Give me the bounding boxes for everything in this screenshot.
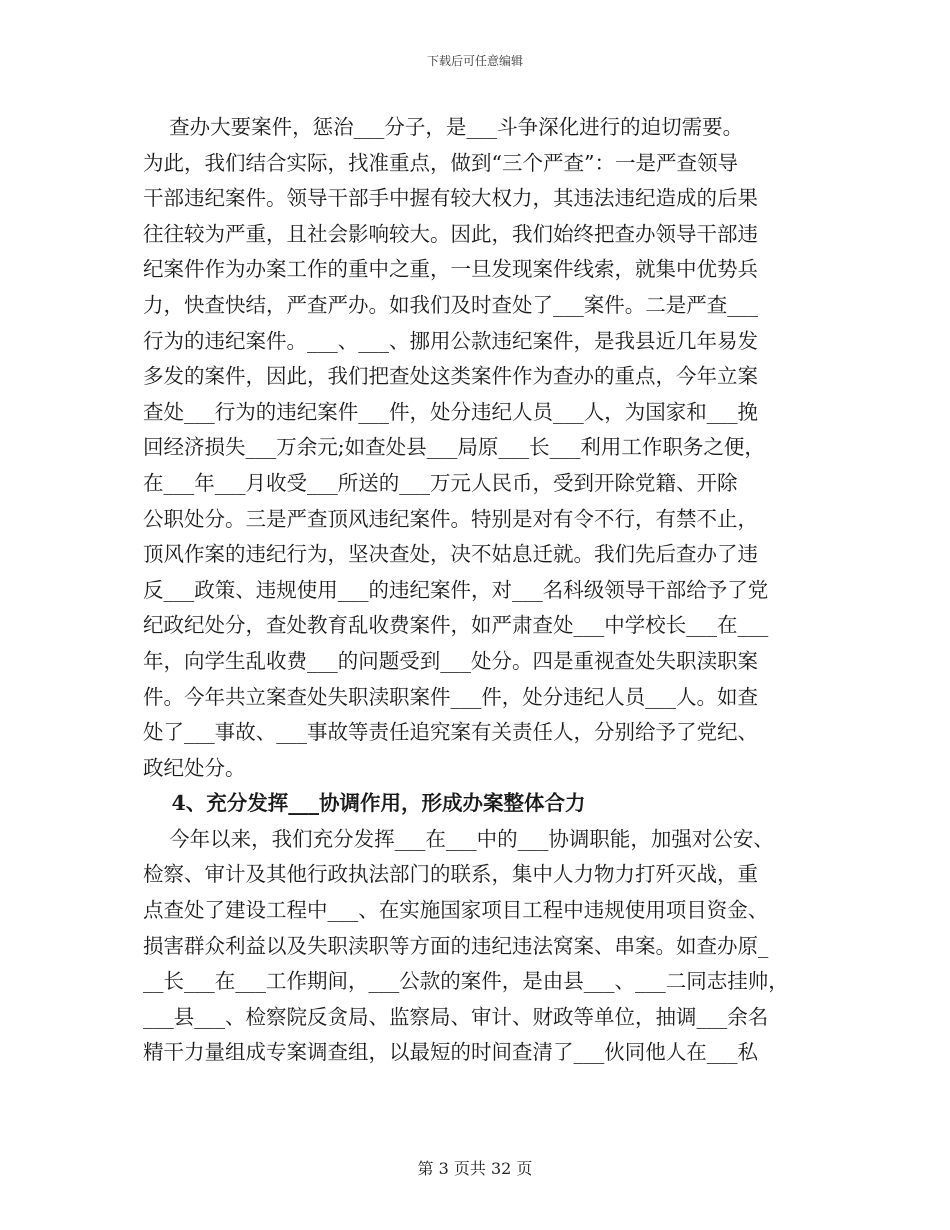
text-line: 查处___行为的违纪案件___件，处分违纪人员___人，为国家和___挽 [143, 399, 758, 424]
text-line: 年，向学生乱收费___的问题受到___处分。四是重视查处失职渎职案 [143, 648, 758, 673]
text-line: 精干力量组成专案调查组，以最短的时间查清了___伙同他人在___私 [143, 1040, 758, 1065]
text-line: 件。今年共立案查处失职渎职案件___件，处分违纪人员___人。如查 [143, 684, 758, 709]
text-line: 检察、审计及其他行政执法部门的联系，集中人力物力打歼灭战，重 [143, 862, 758, 887]
text-line: 行为的违纪案件。___、___、挪用公款违纪案件，是我县近几年易发 [143, 328, 758, 353]
text-line: 处了___事故、___事故等责任追究案有关责任人，分别给予了党纪、 [143, 720, 758, 745]
text-line: 今年以来，我们充分发挥___在___中的___协调职能，加强对公安、 [143, 826, 774, 851]
text-line: 在___年___月收受___所送的___万元人民币，受到开除党籍、开除 [143, 470, 738, 495]
text-line: 损害群众利益以及失职渎职等方面的违纪违法窝案、串案。如查办原_ [143, 933, 769, 958]
text-line: 多发的案件，因此，我们把查处这类案件作为查办的重点，今年立案 [143, 364, 758, 389]
text-line: 回经济损失___万余元;如查处县___局原___长___利用工作职务之便， [143, 435, 765, 460]
text-line: __长___在___工作期间，___公款的案件，是由县___、___二同志挂帅， [143, 969, 789, 994]
text-line: 顶风作案的违纪行为，坚决查处，决不姑息迁就。我们先后查办了违 [143, 542, 758, 567]
text-line: 纪案件作为办案工作的重中之重，一旦发现案件线索，就集中优势兵 [143, 257, 758, 282]
text-line: 反___政策、违规使用___的违纪案件，对___名科级领导干部给予了党 [143, 577, 769, 602]
text-line: 力，快查快结，严查严办。如我们及时查处了___案件。二是严查___ [143, 292, 758, 317]
text-line: 干部违纪案件。领导干部手中握有较大权力，其违法违纪造成的后果 [143, 186, 758, 211]
page-header: 下载后可任意编辑 [426, 54, 523, 68]
text-line: 政纪处分。 [143, 755, 246, 780]
text-line: ___县___、检察院反贪局、监察局、审计、财政等单位，抽调___余名 [143, 1004, 769, 1029]
text-line: 往往较为严重，且社会影响较大。因此，我们始终把查办领导干部违 [143, 221, 758, 246]
text-line: 为此，我们结合实际，找准重点，做到“三个严查”：一是严查领导 [143, 150, 738, 175]
document-body [143, 110, 823, 1071]
text-line: 点查处了建设工程中___、在实施国家项目工程中违规使用项目资金、 [143, 898, 769, 923]
section-heading: 4、充分发挥___协调作用，形成办案整体合力 [143, 791, 586, 816]
text-line: 查办大要案件，惩治___分子，是___斗争深化进行的迫切需要。 [143, 115, 744, 139]
text-line: 公职处分。三是严查顶风违纪案件。特别是对有令不行，有禁不止， [143, 506, 758, 531]
text-line: 纪政纪处分，查处教育乱收费案件，如严肃查处___中学校长___在___ [143, 613, 769, 638]
page-footer: 第 3 页共 32 页 [417, 1159, 533, 1178]
